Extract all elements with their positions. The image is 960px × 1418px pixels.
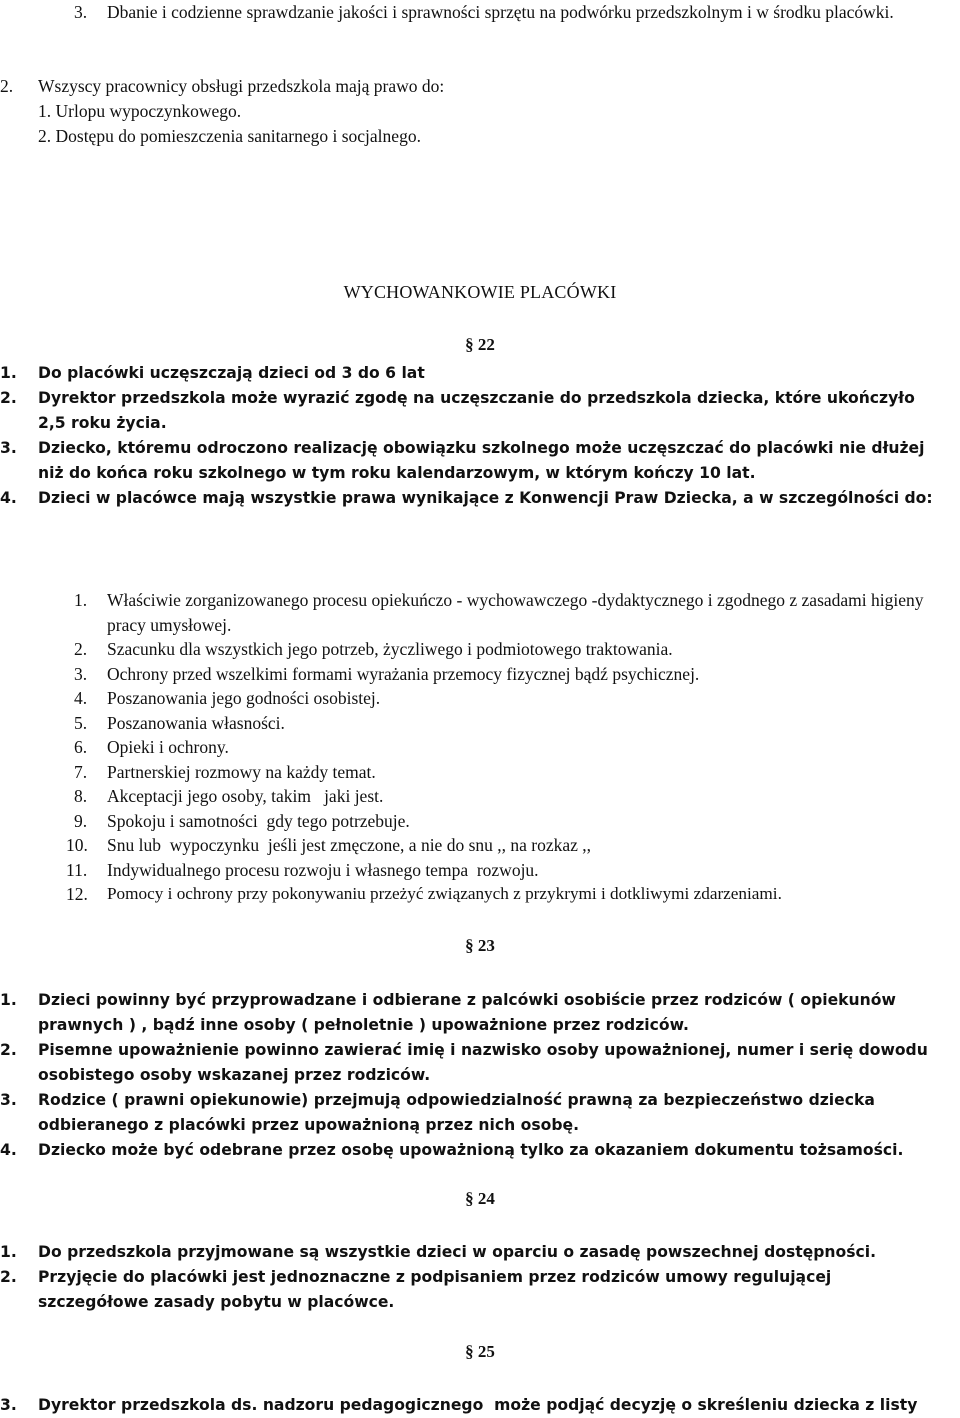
item-text: Dyrektor przedszkola może wyrazić zgodę na uczęszczanie do przedszkola dziecka, które ukończyło 2,5 roku życia. xyxy=(38,389,915,432)
list-item xyxy=(0,784,960,809)
paragraph-title-22: § 22 xyxy=(465,335,495,354)
item-text: Dzieci powinny być przyprowadzane i odbierane z palcówki osobiście przez rodziców ( opiekunów prawnych ) , bądź inne osoby ( pełnoletnie ) upoważnione przez rodziców. xyxy=(38,991,896,1034)
list-item xyxy=(0,662,960,687)
item-number: 2. xyxy=(0,1268,17,1286)
item-number: 12. xyxy=(66,884,88,904)
list-item xyxy=(0,988,960,1038)
item-text: Spokoju i samotności gdy tego potrzebuje. xyxy=(107,810,410,831)
item-text: Dostępu do pomieszczenia sanitarnego i socjalnego. xyxy=(55,126,421,146)
item-text: Pomocy i ochrony przy pokonywaniu przeżyć związanych z przykrymi i dotkliwymi zdarzeniami. xyxy=(107,884,782,903)
item-number: 10. xyxy=(66,835,88,855)
item-text: Poszanowania jego godności osobistej. xyxy=(107,688,381,708)
item-text: Właściwie zorganizowanego procesu opiekuńczo - wychowawczego -dydaktycznego i zgodnego z zasadami higieny pracy umysłowej. xyxy=(107,590,924,635)
list-item xyxy=(0,1240,960,1265)
item-text: Dbanie i codzienne sprawdzanie jakości i sprawności sprzętu na podwórku przedszkolnym i w środku placówki. xyxy=(107,2,894,22)
paragraph-25-list xyxy=(0,1393,960,1418)
item-text: Przyjęcie do placówki jest jednoznaczne z podpisaniem przez rodziców umowy regulującej szczegółowe zasady pobytu w placówce. xyxy=(38,1268,832,1311)
item-text: Dziecko, któremu odroczono realizację obowiązku szkolnego może uczęszczać do placówki nie dłużej niż do końca roku szkolnego w tym roku kalendarzowym, w którym kończy 10 lat. xyxy=(38,439,925,482)
item-text: Dziecko może być odebrane przez osobę upoważnioną tylko za okazaniem dokumentu tożsamości. xyxy=(38,1141,904,1159)
list-item xyxy=(0,74,960,99)
item-number: 2. xyxy=(74,639,88,659)
item-text: Ochrony przed wszelkimi formami wyrażania przemocy fizycznej bądź psychicznej. xyxy=(107,663,700,684)
item-number: 1. xyxy=(0,991,17,1009)
item-number: 2. xyxy=(0,389,17,407)
list-item xyxy=(0,833,960,858)
item-number: 1. xyxy=(0,1243,17,1261)
item-number: 9. xyxy=(74,810,88,831)
item-text: Wszyscy pracownicy obsługi przedszkola mają prawo do: xyxy=(38,76,445,96)
item-number: 2. xyxy=(0,1041,17,1059)
item-text: Pisemne upoważnienie powinno zawierać imię i nazwisko osoby upoważnionej, numer i serię dowodu osobistego osoby wskazanej przez rodziców. xyxy=(38,1041,928,1084)
list-item xyxy=(0,436,960,486)
paragraph-title-24: § 24 xyxy=(465,1189,495,1208)
list-item xyxy=(0,1038,960,1088)
item-text: Rodzice ( prawni opiekunowie) przejmują odpowiedzialność prawną za bezpieczeństwo dziecka odbieranego z placówki przez upoważnioną przez nich osobę. xyxy=(38,1091,875,1134)
item-text: Dzieci w placówce mają wszystkie prawa wynikające z Konwencji Praw Dziecka, a w szczególności do: xyxy=(38,489,933,507)
list-item xyxy=(0,588,960,637)
item-number: 1. xyxy=(74,590,88,610)
list-item xyxy=(0,809,960,834)
item-text: Urlopu wypoczynkowego. xyxy=(55,101,242,121)
item-number: 4. xyxy=(0,489,17,507)
item-number: 1. xyxy=(0,364,17,382)
item-number: 11. xyxy=(66,859,88,880)
item-number: 4. xyxy=(0,1141,17,1159)
item-text: Indywidualnego procesu rozwoju i własnego tempa rozwoju. xyxy=(107,859,539,880)
item-number: 5. xyxy=(74,712,88,733)
list-item xyxy=(0,882,960,907)
list-item xyxy=(0,486,960,511)
list-item xyxy=(0,386,960,436)
item-text: Opieki i ochrony. xyxy=(107,737,229,757)
item-text: Snu lub wypoczynku jeśli jest zmęczone, a nie do snu ,, na rozkaz ,, xyxy=(107,835,592,855)
item-number: 2. xyxy=(0,76,14,96)
list-item xyxy=(0,99,960,124)
item-number: 7. xyxy=(74,761,88,782)
list-item xyxy=(0,1088,960,1138)
child-rights-list xyxy=(0,588,960,907)
list-item xyxy=(0,1393,960,1418)
item-number: 3. xyxy=(74,663,88,684)
item-number: 4. xyxy=(74,688,88,708)
item-number: 8. xyxy=(74,786,88,806)
paragraph-title-25: § 25 xyxy=(465,1342,495,1361)
item-text: Szacunku dla wszystkich jego potrzeb, życzliwego i podmiotowego traktowania. xyxy=(107,639,673,659)
item-number: 3. xyxy=(0,1091,17,1109)
paragraph-23-list xyxy=(0,988,960,1163)
paragraph-22-list xyxy=(0,361,960,511)
item-text: Akceptacji jego osoby, takim jaki jest. xyxy=(107,786,384,806)
staff-section xyxy=(0,74,960,99)
item-text: Poszanowania własności. xyxy=(107,712,285,733)
list-item xyxy=(0,686,960,711)
list-item xyxy=(0,760,960,785)
list-item xyxy=(0,1138,960,1163)
section-heading: WYCHOWANKOWIE PLACÓWKI xyxy=(343,282,617,302)
staff-rights-list xyxy=(0,99,960,149)
top-list xyxy=(0,0,960,25)
list-item xyxy=(0,1265,960,1315)
item-number: 3. xyxy=(74,2,88,22)
item-number: 1. xyxy=(38,101,52,121)
item-text: Dyrektor przedszkola ds. nadzoru pedagogicznego może podjąć decyzję o skreśleniu dziecka z listy xyxy=(38,1396,918,1414)
list-item xyxy=(0,124,960,149)
item-text: Do przedszkola przyjmowane są wszystkie dzieci w oparciu o zasadę powszechnej dostępności. xyxy=(38,1243,877,1261)
item-number: 2. xyxy=(38,126,52,146)
list-item xyxy=(0,858,960,883)
list-item xyxy=(0,637,960,662)
list-item xyxy=(0,0,960,25)
item-text: Partnerskiej rozmowy na każdy temat. xyxy=(107,761,376,782)
paragraph-title-23: § 23 xyxy=(465,936,495,955)
paragraph-24-list xyxy=(0,1240,960,1315)
list-item xyxy=(0,711,960,736)
item-number: 3. xyxy=(0,439,17,457)
list-item xyxy=(0,361,960,386)
item-number: 6. xyxy=(74,737,88,757)
list-item xyxy=(0,735,960,760)
item-text: Do placówki uczęszczają dzieci od 3 do 6 lat xyxy=(38,364,425,382)
item-number: 3. xyxy=(0,1396,17,1414)
